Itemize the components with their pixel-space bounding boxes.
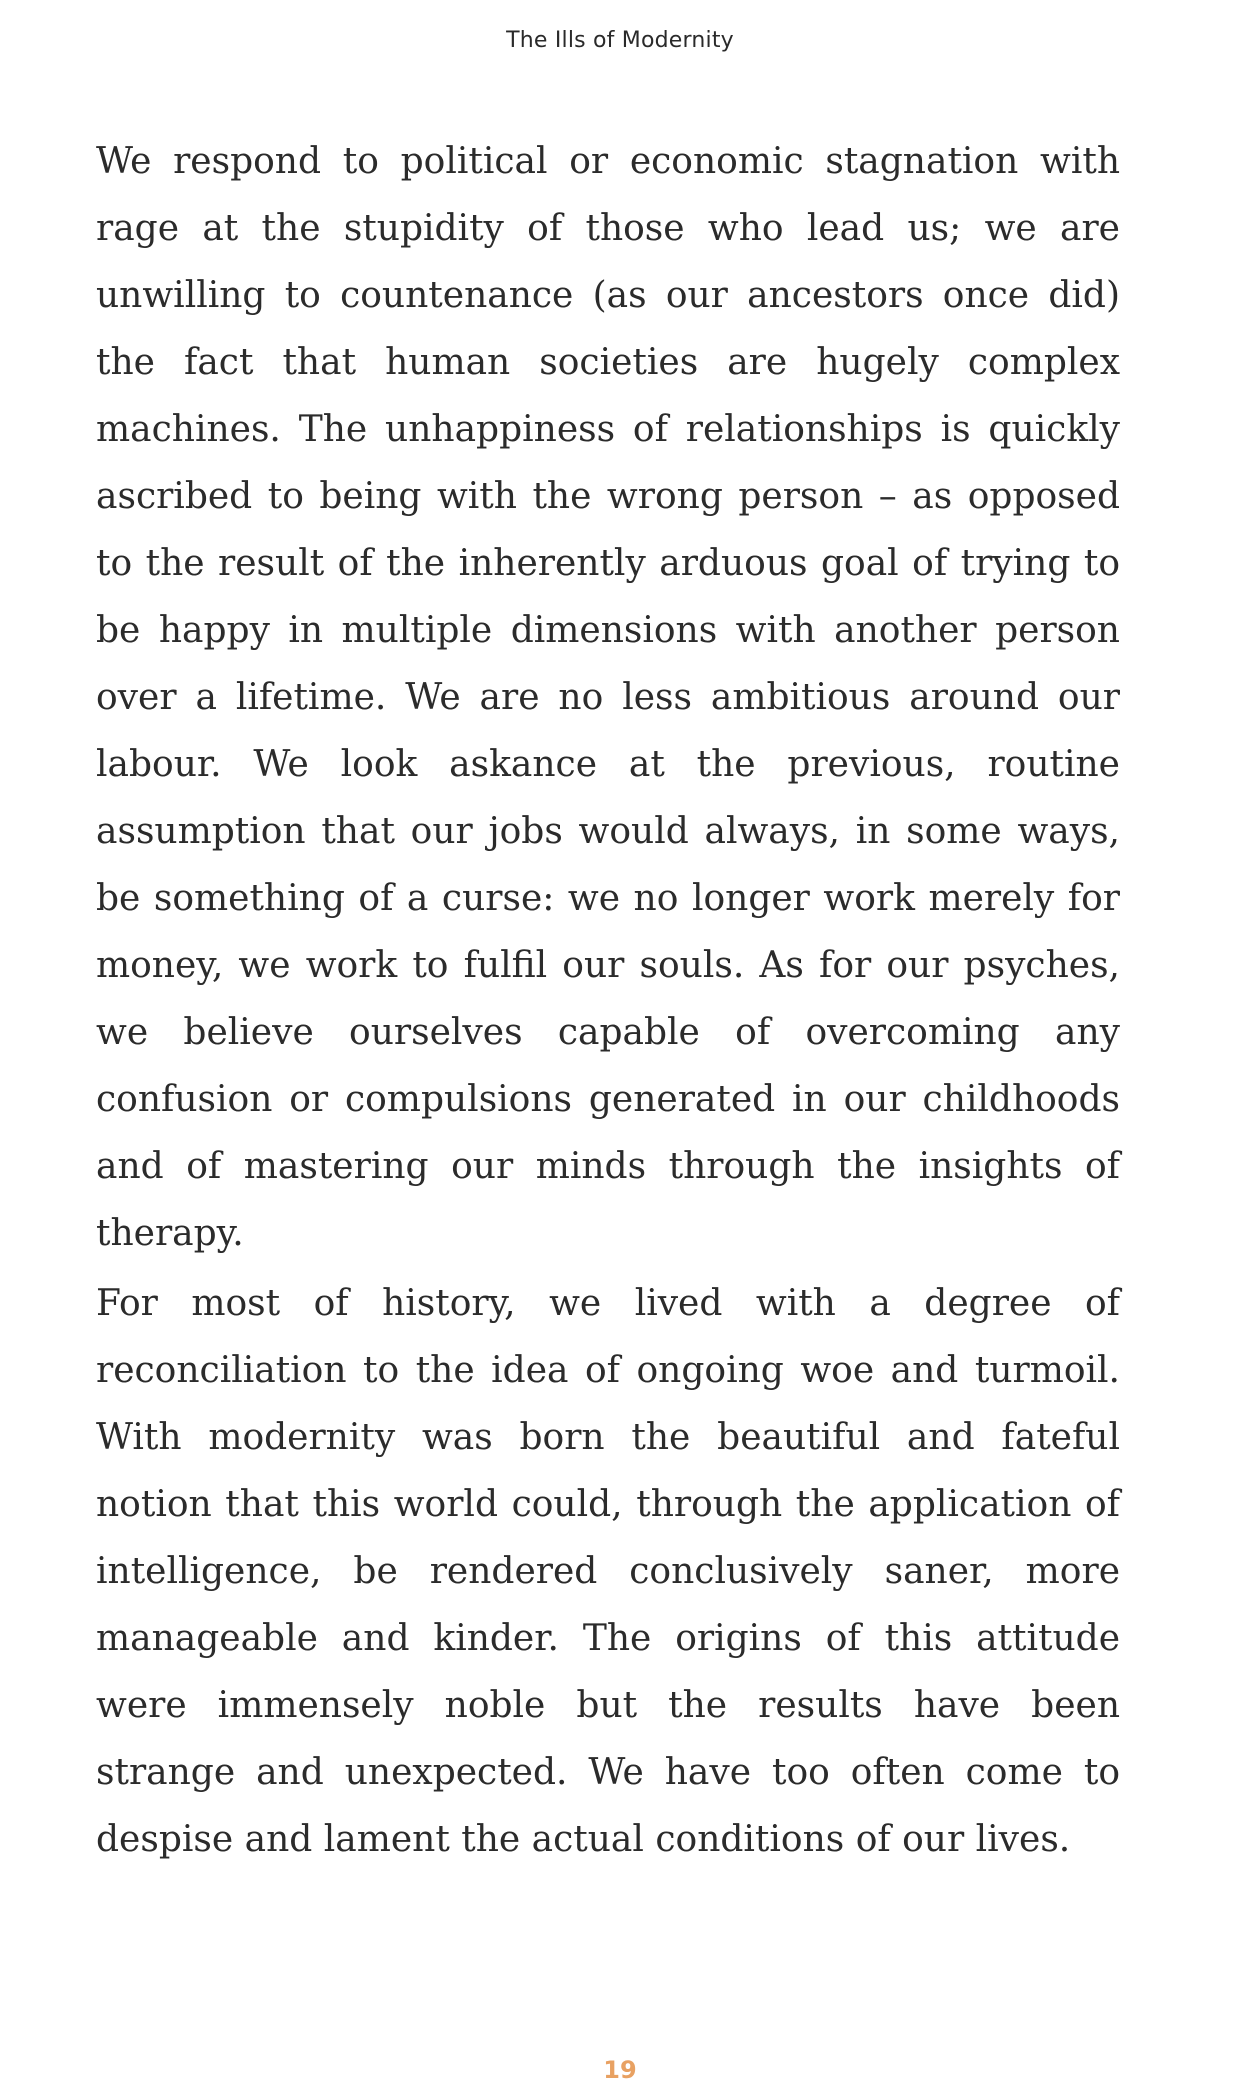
running-header-title: The Ills of Modernity: [506, 28, 734, 53]
body-paragraph-1: We respond to political or economic stagnation with rage at the stupidity of those who lead us; we are unwilling to countenance (as our ancestors once did) the fact that human societies are hugely complex machines. The unhappiness of relationships is quickly ascribed to being with the wrong person – as opposed to the result of the inherently arduous goal of trying to be happy in multiple dimensions with another person over a lifetime. We are no less ambitious around our labour. We look askance at the previous, routine assumption that our jobs would always, in some ways, be something of a curse: we no longer work merely for money, we work to fulfil our souls. As for our psyches, we believe ourselves capable of overcoming any confusion or compulsions generated in our childhoods and of mastering our minds through the insights of therapy.: [96, 141, 1120, 1254]
body-paragraph-2: For most of history, we lived with a degree of reconciliation to the idea of ongoing woe and turmoil. With modernity was born the beautiful and fateful notion that this world could, through the application of intelligence, be rendered conclusively saner, more manageable and kinder. The origins of this attitude were immensely noble but the results have been strange and unexpected. We have too often come to despise and lament the actual conditions of our lives.: [96, 1283, 1120, 1860]
page-number: 19: [603, 2056, 637, 2084]
